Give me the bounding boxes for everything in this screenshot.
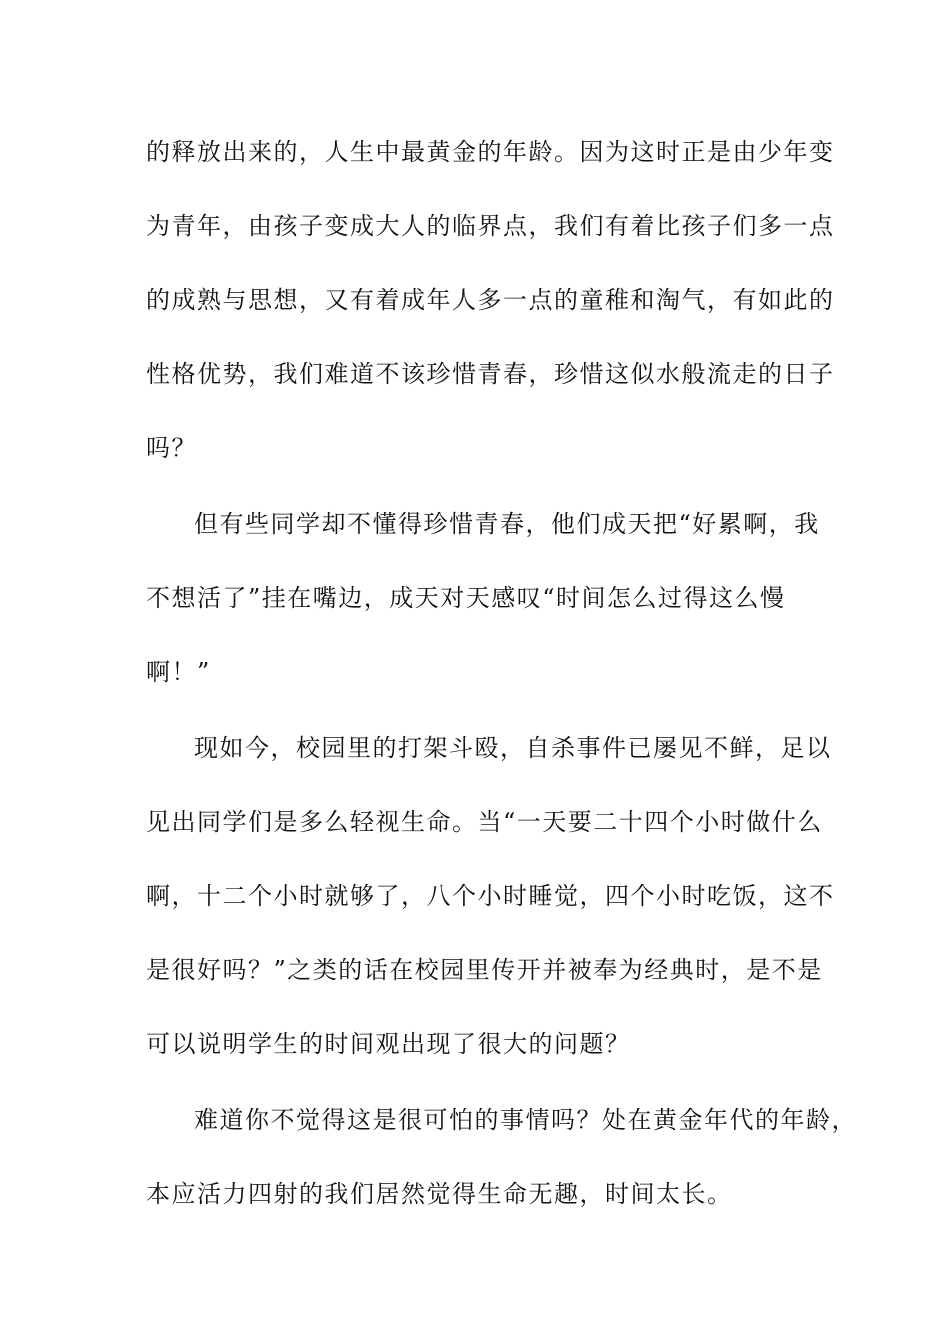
text-line: 的释放出来的，人生中最黄金的年龄。因为这时正是由少年变 bbox=[146, 138, 835, 166]
text-line: 性格优势，我们难道不该珍惜青春，珍惜这似水般流走的日子 bbox=[146, 360, 835, 388]
text-line: 可以说明学生的时间观出现了很大的问题？ bbox=[146, 1030, 631, 1058]
text-line: 为青年，由孩子变成大人的临界点，我们有着比孩子们多一点 bbox=[146, 212, 835, 240]
paragraph-first-line: 现如今，校园里的打架斗殴，自杀事件已屡见不鲜，足以 bbox=[194, 734, 832, 762]
text-line: 不想活了”挂在嘴边，成天对天感叹“时间怎么过得这么慢 bbox=[146, 584, 786, 612]
text-line: 的成熟与思想，又有着成年人多一点的童稚和淘气，有如此的 bbox=[146, 286, 835, 314]
paragraph-first-line: 但有些同学却不懂得珍惜青春，他们成天把“好累啊，我 bbox=[194, 510, 820, 538]
text-line: 本应活力四射的我们居然觉得生命无趣，时间太长。 bbox=[146, 1180, 733, 1208]
text-line: 吗？ bbox=[146, 434, 197, 462]
paragraph-first-line: 难道你不觉得这是很可怕的事情吗？处在黄金年代的年龄， bbox=[194, 1106, 857, 1134]
text-line: 啊！” bbox=[146, 658, 211, 686]
text-line: 啊，十二个小时就够了，八个小时睡觉，四个小时吃饭，这不 bbox=[146, 882, 835, 910]
text-line: 见出同学们是多么轻视生命。当“一天要二十四个小时做什么 bbox=[146, 808, 823, 836]
text-line: 是很好吗？”之类的话在校园里传开并被奉为经典时，是不是 bbox=[146, 956, 823, 984]
